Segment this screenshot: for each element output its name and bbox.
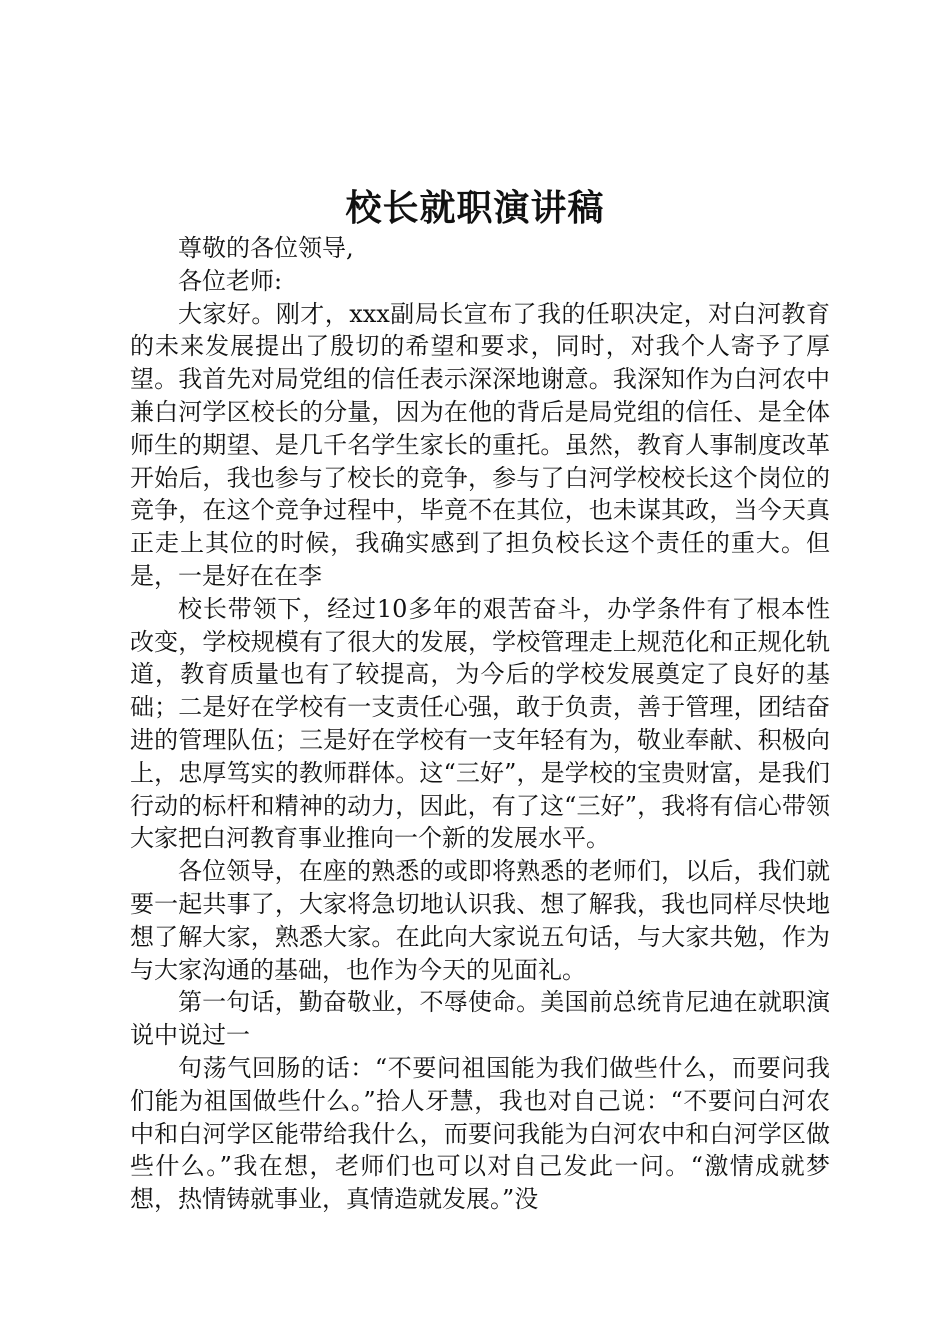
document-title: 校长就职演讲稿: [345, 187, 605, 229]
paragraph-kennedy-quote: 句荡气回肠的话：“不要问祖国能为我们做些什么，而要问我们能为祖国做些什么。”拾人牙慧，我也对自己说：“不要问白河农中和白河学区能带给我什么，而要问我能为白河农中和白河学区做些什么。”我在想，老师们也可以对自己发此一问。“激情成就梦想，热情铸就事业，真情造就发展。”没: [130, 1053, 830, 1214]
document-body: [130, 232, 830, 1216]
paragraph-greeting: 各位领导，在座的熟悉的或即将熟悉的老师们，以后，我们就要一起共事了，大家将急切地认识我、想了解我，我也同样尽快地想了解大家，熟悉大家。在此向大家说五句话，与大家共勉，作为与大家沟通的基础，也作为今天的见面礼。: [130, 857, 830, 984]
paragraph-three-goods: 校长带领下，经过10多年的艰苦奋斗，办学条件有了根本性改变，学校规模有了很大的发展，学校管理走上规范化和正规化轨道，教育质量也有了较提高，为今后的学校发展奠定了良好的基础；二是好在学校有一支责任心强，敢于负责，善于管理，团结奋进的管理队伍；三是好在学校有一支年轻有为，敬业奉献、积极向上，忠厚笃实的教师群体。这“三好”，是学校的宝贵财富，是我们行动的标杆和精神的动力，因此，有了这“三好”，我将有信心带领大家把白河教育事业推向一个新的发展水平。: [130, 594, 830, 853]
salutation-teachers: 各位老师:: [178, 266, 283, 295]
paragraph-opening: 大家好。刚才，xxx副局长宣布了我的任职决定，对白河教育的未来发展提出了殷切的希望和要求，同时，对我个人寄予了厚望。我首先对局党组的信任表示深深地谢意。我深知作为白河农中兼白河学区校长的分量，因为在他的背后是局党组的信任、是全体师生的期望、是几千名学生家长的重托。虽然，教育人事制度改革开始后，我也参与了校长的竞争，参与了白河学校校长这个岗位的竞争，在这个竞争过程中，毕竟不在其位，也未谋其政，当今天真正走上其位的时候，我确实感到了担负校长这个责任的重大。但是，一是好在在李: [130, 299, 830, 590]
paragraph-first-saying: 第一句话，勤奋敬业，不辱使命。美国前总统肯尼迪在就职演说中说过一: [130, 988, 830, 1050]
salutation-leaders: 尊敬的各位领导,: [178, 234, 354, 262]
